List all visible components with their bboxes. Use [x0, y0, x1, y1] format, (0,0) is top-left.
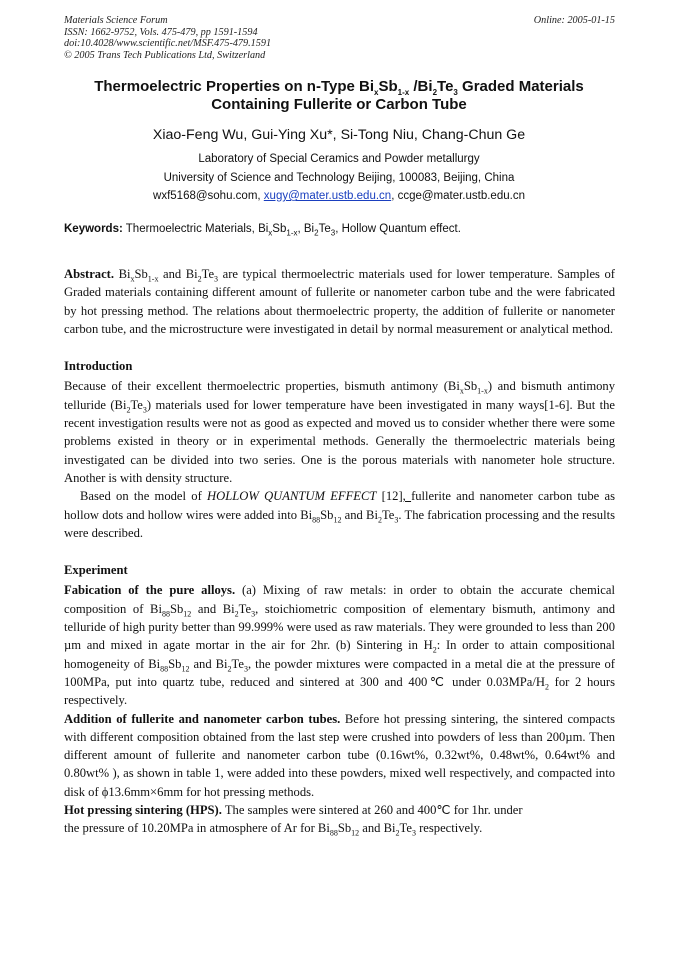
section-heading-introduction: Introduction: [64, 359, 133, 374]
intro-paragraph-1: Because of their excellent thermoelectric properties, bismuth antimony $(Bi_xSb_{1-x})$ and bismuth antimony telluride $(Bi_2Te_3)$ materials used for lower temperature have been investigated in many ways[1-6]. But the recent investigation results were not as good as expected and moved us to consider whether there were some problems existed in theory or in experimental methods. Generally the thermoelectric materials being investigated can be divided into two series. One is the porous materials with nanometer hole structure. Another is with density structure.: [64, 379, 616, 485]
doi-line: doi:10.4028/www.scientific.net/MSF.475-479.1591: [64, 38, 272, 50]
issn-line: ISSN: 1662-9752, Vols. 475-479, pp 1591-1594: [64, 26, 258, 38]
journal-header: [64, 15, 615, 61]
paper-title: [40, 78, 638, 114]
experiment-fabrication: Fabication of the pure alloys. (a) Mixing of raw metals: in order to obtain the accurate chemical composition of $Bi_{88}Sb_{12}$ and $Bi_2Te_3$, stoichiometric composition of elementary bismuth, antimony and telluride of high purity better than 99.999% were used as raw materials. They were grounded to less than 200 µm and mixed in agate mortar in the air for 2hr. (b) Sintering in $H_2$: In order to attain compositional homogeneity of $Bi_{88}Sb_{12}$ and $Bi_2Te_3$, the powder mixtures were compacted in a metal die at the pressure of 100MPa, put into quartz tube, reduced and sintered at 300 and 400℃ under $0.03MPa/H_2$ for 2 hours respectively.: [64, 583, 615, 708]
copyright-line: © 2005 Trans Tech Publications Ltd, Switzerland: [64, 49, 266, 61]
abstract-label: Abstract.: [64, 267, 115, 281]
section-heading-experiment: Experiment: [64, 563, 128, 578]
experiment-hps: Hot pressing sintering (HPS). The samples were sintered at 260 and 400℃ for 1hr. under the pressure of 10.20MPa in atmosphere of Ar for $Bi_{88}Sb_{12}$ and $Bi_2Te_3$ respectively.: [64, 803, 523, 838]
affiliation-lab: Laboratory of Special Ceramics and Powder metallurgy: [198, 153, 480, 165]
keywords-label: Keywords:: [64, 223, 123, 235]
online-date: Online: 2005-01-15: [533, 15, 615, 26]
email-link[interactable]: xugy@mater.ustb.edu.cn: [263, 190, 392, 202]
title-line-1: Thermoelectric Properties on n-Type $Bi_xSb_{1-x}$ $/Bi_2Te_3$ Graded Materials: [94, 78, 584, 97]
journal-name: Materials Science Forum: [64, 15, 168, 26]
title-line-2: Containing Fullerite or Carbon Tube: [211, 96, 467, 113]
affiliation-emails: wxf5168@sohu.com, xugy@mater.ustb.edu.cn, ccge@mater.ustb.edu.cn: [153, 190, 525, 202]
abstract: Abstract. $Bi_xSb_{1-x}$ and $Bi_2Te_3$ are typical thermoelectric materials used for lower temperature. Samples of Graded materials containing different amount of fullerite or nanometer carbon tube and the were fabricated by hot pressing method. The relations about thermoelectric property, the addition of fullerite or nanometer carbon tube, and the microstructure were investigated in detail by normal measurement or analytical method.: [64, 267, 615, 336]
experiment-addition: Addition of fullerite and nanometer carbon tubes. Before hot pressing sintering, the sintered compacts with different composition obtained from the last step were crushed into powders of less than 200µm. Then different amount of fullerite and nanometer carbon tube (0.16wt%, 0.32wt%, 0.48wt%, 0.64wt% and 0.80wt% ), as shown in table 1, were added into these powders, mixed well respectively, and compacted into disk of ϕ13.6mm×6mm for hot pressing methods.: [64, 711, 616, 799]
intro-paragraph-2: Based on the model of HOLLOW QUANTUM EFFECT [12], fullerite and nanometer carbon tube as hollow dots and hollow wires were added into $Bi_{88}Sb_{12}$ and $Bi_2Te_3$. The fabrication processing and the results were described.: [64, 489, 615, 540]
keywords: Keywords: Thermoelectric Materials, $Bi_xSb_{1-x}$, $Bi_2Te_3$, Hollow Quantum effect.: [64, 223, 461, 238]
paper-body: [64, 265, 615, 838]
affiliation-university: University of Science and Technology Beijing, 100083, Beijing, China: [163, 171, 515, 184]
author-list: Xiao-Feng Wu, Gui-Ying Xu*, Si-Tong Niu, Chang-Chun Ge: [152, 127, 526, 143]
affiliation: [40, 150, 638, 206]
